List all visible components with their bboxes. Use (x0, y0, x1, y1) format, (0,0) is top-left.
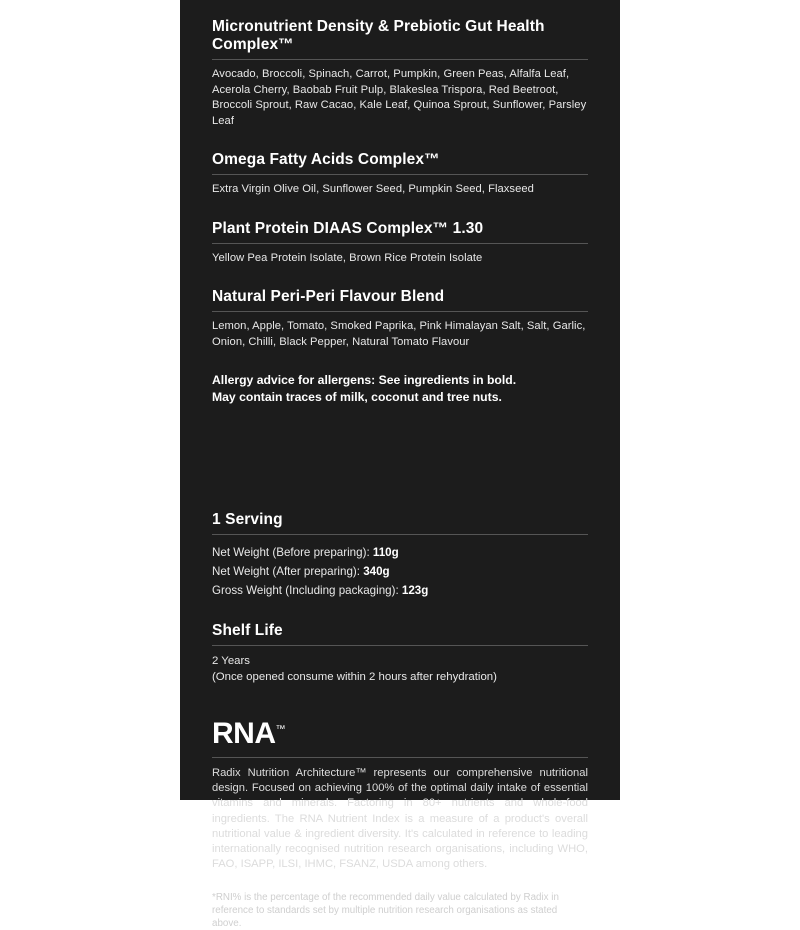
section-body: Lemon, Apple, Tomato, Smoked Paprika, Pink Himalayan Salt, Salt, Garlic, Onion, Chilli, Black Pepper, Natural Tomato Flavour (212, 320, 586, 348)
serving-row-value: 110g (372, 546, 399, 559)
section-title: Omega Fatty Acids Complex™ (212, 151, 588, 175)
shelf-life-years: 2 Years (212, 655, 251, 667)
shelf-life-title: Shelf Life (212, 622, 588, 646)
section-serving (212, 511, 588, 600)
allergy-line-1: Allergy advice for allergens: See ingredients in bold. (212, 373, 517, 387)
serving-rows (212, 543, 588, 600)
shelf-life-body (212, 654, 588, 685)
serving-row-label: Net Weight (After preparing): (212, 565, 364, 578)
rni-footnote: *RNI% is the percentage of the recommended daily value calculated by Radix in reference to standards set by multiple nutrition research organisations as stated above. (212, 892, 559, 929)
section-peri-peri-flavour-blend (212, 288, 588, 350)
allergy-advice (212, 372, 588, 405)
section-title: Micronutrient Density & Prebiotic Gut Health Complex™ (212, 18, 588, 60)
serving-row (212, 543, 588, 562)
rna-logo (212, 719, 286, 749)
serving-row-value: 123g (401, 584, 429, 597)
serving-row-value: 340g (363, 565, 390, 578)
section-micronutrient-density (212, 18, 588, 129)
section-shelf-life (212, 622, 588, 685)
rna-description: Radix Nutrition Architecture™ represents our comprehensive nutritional design. Focused on achieving 100% of the optimal daily intake of essential vitamins and minerals. Factoring in 80+ nutrients and whole-food ingredients. The RNA Nutrient Index is a measure of a product's overall nutritional value & ingredient diversity. It's calculated in reference to leading internationally recognised nutrition research organisations, including WHO, FAO, ISAPP, ILSI, IHMC, FSANZ, USDA among others. (212, 767, 588, 871)
allergy-line-2: May contain traces of milk, coconut and tree nuts. (212, 389, 502, 404)
serving-row (212, 562, 588, 581)
section-body: Yellow Pea Protein Isolate, Brown Rice Protein Isolate (212, 251, 483, 264)
rna-logo-trademark: ™ (275, 724, 286, 735)
section-title: Plant Protein DIAAS Complex™ 1.30 (212, 220, 588, 244)
serving-row (212, 581, 588, 600)
rna-logo-text: RNA (212, 717, 276, 750)
section-body: Avocado, Broccoli, Spinach, Carrot, Pumpkin, Green Peas, Alfalfa Leaf, Acerola Cherry, Baobab Fruit Pulp, Blakeslea Trispora, Red Beetroot, Broccoli Sprout, Raw Cacao, Kale Leaf, Quinoa Sprout, Sunflower, Parsley Leaf (212, 68, 587, 127)
rna-block (212, 719, 588, 930)
shelf-life-note: (Once opened consume within 2 hours after rehydration) (212, 670, 497, 683)
serving-row-label: Net Weight (Before preparing): (212, 546, 373, 559)
section-omega-fatty-acids (212, 151, 588, 198)
section-body: Extra Virgin Olive Oil, Sunflower Seed, Pumpkin Seed, Flaxseed (212, 183, 534, 195)
serving-row-label: Gross Weight (Including packaging): (212, 584, 402, 597)
section-plant-protein-diaas (212, 220, 588, 267)
section-title: Natural Peri-Peri Flavour Blend (212, 288, 588, 312)
nutrition-panel (180, 0, 620, 929)
serving-title: 1 Serving (212, 511, 588, 535)
rna-divider (212, 757, 588, 758)
